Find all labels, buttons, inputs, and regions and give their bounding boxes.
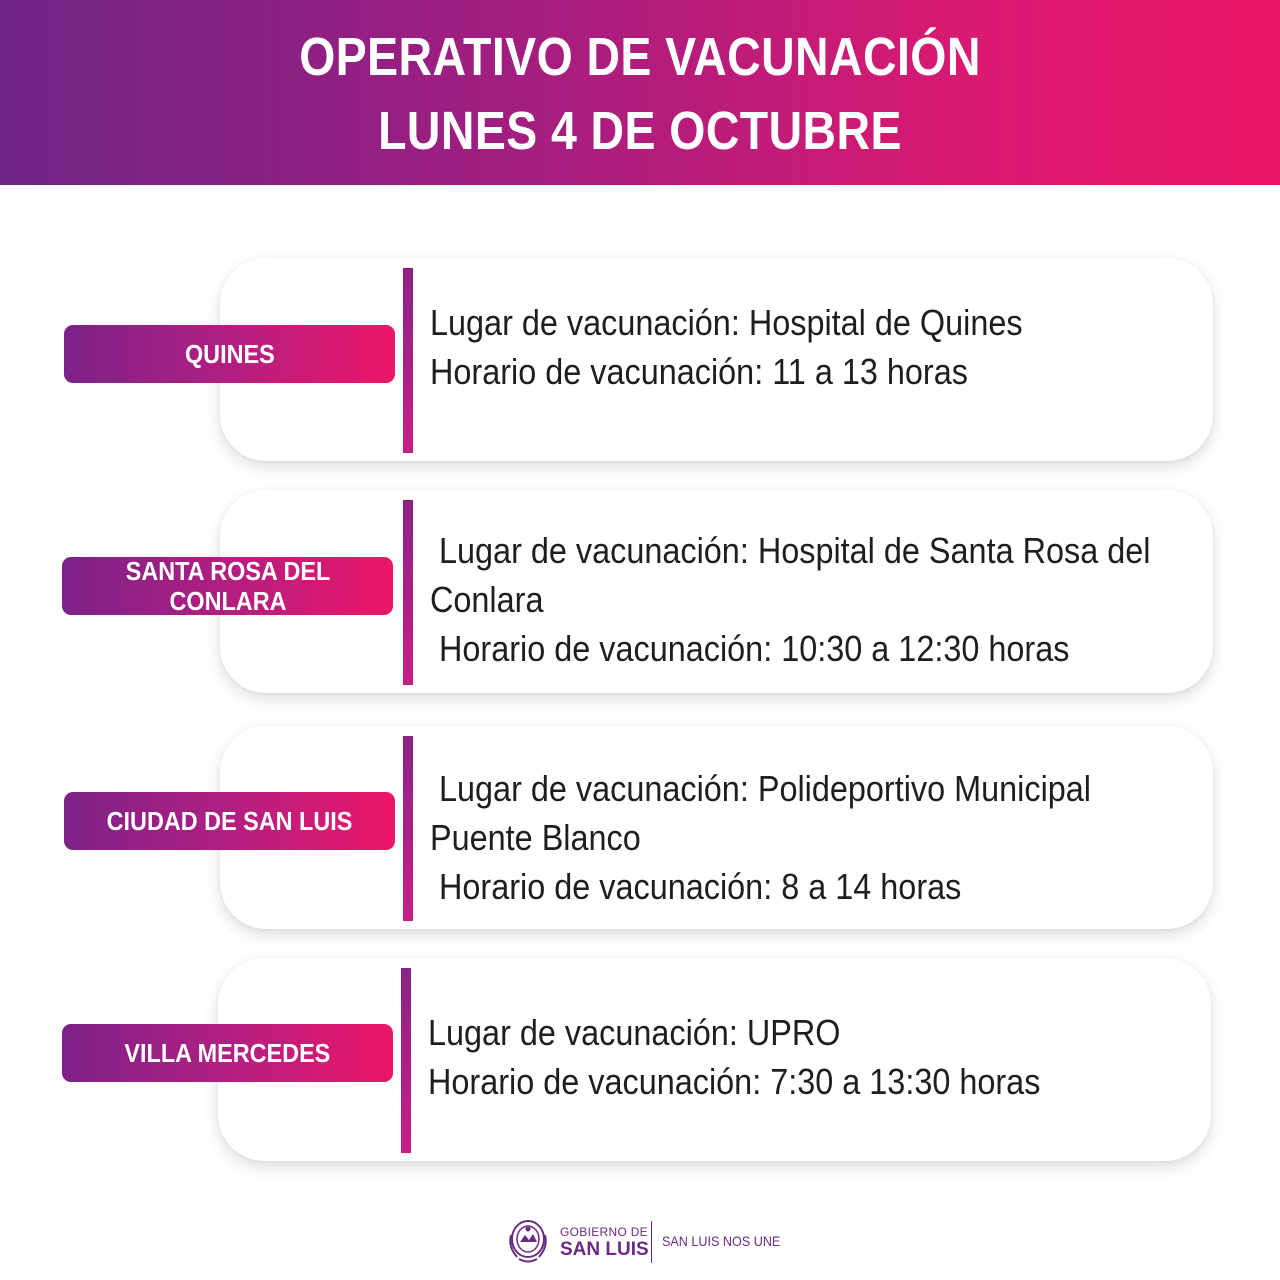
location-info	[430, 526, 1151, 673]
location-pill-san-luis	[64, 792, 395, 850]
schedule-line: Horario de vacunación: 7:30 a 13:30 horas	[428, 1061, 1041, 1102]
location-info	[430, 764, 1132, 911]
location-pill-quines	[64, 325, 395, 383]
place-line-cont: Puente Blanco	[430, 817, 641, 858]
card-divider-bar	[403, 500, 413, 685]
card-divider-bar	[403, 736, 413, 921]
coat-of-arms-icon	[505, 1215, 551, 1265]
schedule-line: Horario de vacunación: 8 a 14 horas	[430, 866, 962, 907]
schedule-line: Horario de vacunación: 11 a 13 horas	[430, 351, 968, 392]
location-name: CIUDAD DE SAN LUIS	[106, 806, 353, 836]
place-line: Lugar de vacunación: UPRO	[428, 1012, 841, 1053]
card-divider-bar	[403, 268, 413, 453]
gov-label-small: GOBIERNO DE	[560, 1225, 648, 1239]
place-line: Lugar de vacunación: Polideportivo Municipal	[430, 768, 1092, 809]
schedule-line: Horario de vacunación: 10:30 a 12:30 horas	[430, 628, 1070, 669]
gov-label-big: SAN LUIS	[560, 1239, 649, 1260]
location-name: QUINES	[184, 339, 275, 369]
footer-logo	[505, 1215, 805, 1265]
location-info	[428, 1008, 1130, 1106]
place-line-cont: Conlara	[430, 579, 544, 620]
header-title: OPERATIVO DE VACUNACIÓN	[299, 27, 981, 87]
location-name: VILLA MERCEDES	[124, 1038, 331, 1068]
location-name: SANTA ROSA DEL CONLARA	[125, 556, 330, 616]
header-date: LUNES 4 DE OCTUBRE	[378, 101, 902, 161]
location-pill-villa-mercedes	[62, 1024, 393, 1082]
location-pill-santa-rosa	[62, 557, 393, 615]
footer-divider	[651, 1221, 652, 1263]
slogan: SAN LUIS NOS UNE	[662, 1233, 781, 1249]
place-line: Lugar de vacunación: Hospital de Quines	[430, 302, 1023, 343]
place-line: Lugar de vacunación: Hospital de Santa Rosa del	[430, 530, 1151, 571]
location-info	[430, 298, 1132, 396]
header-banner	[0, 0, 1280, 185]
card-divider-bar	[401, 968, 411, 1153]
